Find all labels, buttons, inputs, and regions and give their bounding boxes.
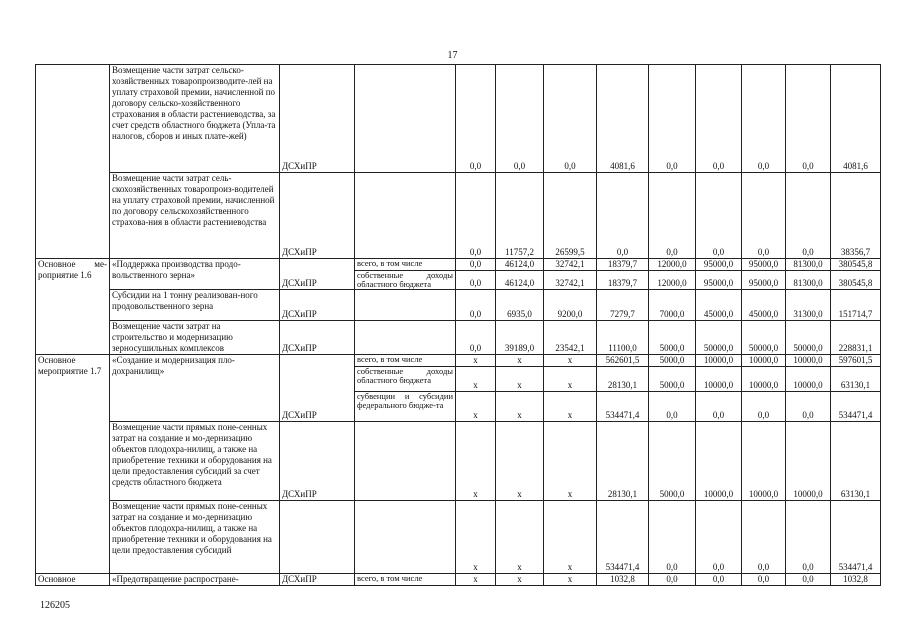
executor-cell: ДСХиПР	[280, 290, 355, 321]
value-cell: 0,0	[786, 173, 831, 259]
value-cell: 38356,7	[831, 173, 881, 259]
source-cell	[355, 65, 456, 173]
value-cell: 81300,0	[786, 259, 831, 271]
value-cell: 7279,7	[597, 290, 649, 321]
source-cell	[355, 422, 456, 501]
value-cell: 0,0	[496, 65, 544, 173]
table-row	[36, 422, 881, 501]
measure-description: Возмещение части затрат сельско-хозяйственных товаропроизводите-лей на уплату страховой премии, начисленной по договору сельско-хозяйственного страхования в области растениеводства, за счет средств областного бюджета (Упла-та налогов, сборов и иных плате-жей)	[110, 65, 280, 173]
source-cell	[355, 173, 456, 259]
value-cell: х	[456, 422, 496, 501]
value-cell: 32742,1	[544, 271, 597, 290]
measure-description: «Создание и модернизация пло-дохранилищ»	[110, 355, 280, 422]
budget-table	[35, 64, 881, 586]
footer-code: 126205	[40, 600, 70, 611]
measure-description: «Поддержка производства продо-вольственного зерна»	[110, 259, 280, 290]
value-cell: х	[456, 367, 496, 392]
value-cell: 380545,8	[831, 271, 881, 290]
value-cell: х	[544, 574, 597, 586]
measure-description: Возмещение части прямых поне-сенных затрат на создание и мо-дернизацию объектов плодохра-нилищ, а также на приобретение техники и оборудования на цели предоставления субсидий	[110, 501, 280, 574]
value-cell: 5000,0	[649, 355, 696, 367]
value-cell: 81300,0	[786, 271, 831, 290]
value-cell: 0,0	[696, 501, 742, 574]
value-cell: 597601,5	[831, 355, 881, 367]
executor-cell: ДСХиПР	[280, 355, 355, 422]
value-cell: х	[496, 367, 544, 392]
value-cell: 0,0	[456, 321, 496, 355]
executor-cell: ДСХиПР	[280, 173, 355, 259]
value-cell: 9200,0	[544, 290, 597, 321]
value-cell: х	[544, 422, 597, 501]
value-cell: х	[456, 392, 496, 422]
table-row	[36, 259, 881, 271]
value-cell: 50000,0	[742, 321, 786, 355]
value-cell: 10000,0	[742, 422, 786, 501]
source-cell	[355, 290, 456, 321]
value-cell: 63130,1	[831, 422, 881, 501]
value-cell: 32742,1	[544, 259, 597, 271]
executor-cell: ДСХиПР	[280, 422, 355, 501]
value-cell: 12000,0	[649, 259, 696, 271]
source-cell: собственные доходы областного бюджета	[355, 367, 456, 392]
value-cell: х	[496, 501, 544, 574]
measure-description: «Предотвращение распростране-	[110, 574, 280, 586]
executor-cell: ДСХиПР	[280, 259, 355, 290]
value-cell: 0,0	[649, 574, 696, 586]
value-cell: 26599,5	[544, 173, 597, 259]
value-cell: 5000,0	[649, 422, 696, 501]
value-cell: 0,0	[456, 259, 496, 271]
value-cell: 562601,5	[597, 355, 649, 367]
value-cell: 534471,4	[597, 392, 649, 422]
value-cell: 0,0	[696, 173, 742, 259]
value-cell: 0,0	[742, 392, 786, 422]
value-cell: 23542,1	[544, 321, 597, 355]
value-cell: 12000,0	[649, 271, 696, 290]
value-cell: 50000,0	[696, 321, 742, 355]
executor-cell: ДСХиПР	[280, 65, 355, 173]
value-cell: 10000,0	[696, 355, 742, 367]
value-cell: 39189,0	[496, 321, 544, 355]
value-cell: х	[496, 574, 544, 586]
value-cell: 46124,0	[496, 271, 544, 290]
value-cell: 534471,4	[597, 501, 649, 574]
value-cell: 10000,0	[786, 367, 831, 392]
source-cell: всего, в том числе	[355, 259, 456, 271]
table-row	[36, 173, 881, 259]
value-cell: 0,0	[456, 173, 496, 259]
value-cell: х	[544, 355, 597, 367]
value-cell: х	[496, 355, 544, 367]
value-cell: 0,0	[786, 65, 831, 173]
value-cell: 45000,0	[742, 290, 786, 321]
value-cell: 0,0	[696, 574, 742, 586]
value-cell: 0,0	[742, 173, 786, 259]
value-cell: 0,0	[456, 65, 496, 173]
value-cell: 0,0	[742, 65, 786, 173]
value-cell: 1032,8	[597, 574, 649, 586]
value-cell: 0,0	[786, 501, 831, 574]
value-cell: 63130,1	[831, 367, 881, 392]
value-cell: 0,0	[742, 501, 786, 574]
value-cell: 5000,0	[649, 321, 696, 355]
value-cell: 10000,0	[786, 355, 831, 367]
value-cell: 28130,1	[597, 367, 649, 392]
program-cell: Основное мероприятие 1.7	[36, 355, 110, 574]
value-cell: 228831,1	[831, 321, 881, 355]
value-cell: 0,0	[649, 65, 696, 173]
value-cell: 10000,0	[786, 422, 831, 501]
value-cell: 7000,0	[649, 290, 696, 321]
value-cell: 534471,4	[831, 501, 881, 574]
value-cell: 0,0	[456, 290, 496, 321]
value-cell: 18379,7	[597, 259, 649, 271]
value-cell: 50000,0	[786, 321, 831, 355]
value-cell: 31300,0	[786, 290, 831, 321]
value-cell: 18379,7	[597, 271, 649, 290]
value-cell: 10000,0	[742, 367, 786, 392]
value-cell: х	[496, 422, 544, 501]
value-cell: х	[544, 501, 597, 574]
value-cell: 380545,8	[831, 259, 881, 271]
value-cell: 10000,0	[696, 422, 742, 501]
value-cell: 10000,0	[696, 367, 742, 392]
measure-description: Возмещение части затрат сель-скохозяйственных товаропроиз-водителей на уплату страховой премии, начисленной по договору сельскохозяйственного страхова-ния в области растениеводства	[110, 173, 280, 259]
executor-cell: ДСХиПР	[280, 574, 355, 586]
table-row	[36, 321, 881, 355]
value-cell: 0,0	[456, 271, 496, 290]
source-cell	[355, 321, 456, 355]
value-cell: 95000,0	[742, 271, 786, 290]
value-cell: 95000,0	[742, 259, 786, 271]
value-cell: 4081,6	[831, 65, 881, 173]
value-cell: 6935,0	[496, 290, 544, 321]
value-cell: 0,0	[597, 173, 649, 259]
page-number: 17	[447, 50, 458, 61]
table-row	[36, 501, 881, 574]
value-cell: 4081,6	[597, 65, 649, 173]
value-cell: 0,0	[786, 392, 831, 422]
value-cell: 0,0	[544, 65, 597, 173]
value-cell: 0,0	[649, 392, 696, 422]
source-cell: всего, в том числе	[355, 574, 456, 586]
measure-description: Возмещение части затрат на строительство и модернизацию зерносушильных комплексов	[110, 321, 280, 355]
value-cell: х	[544, 367, 597, 392]
table-row	[36, 355, 881, 367]
table-row	[36, 290, 881, 321]
value-cell: 0,0	[696, 392, 742, 422]
value-cell: 95000,0	[696, 271, 742, 290]
source-cell: всего, в том числе	[355, 355, 456, 367]
program-cell	[36, 65, 110, 259]
source-cell: собственные доходы областного бюджета	[355, 271, 456, 290]
value-cell: 1032,8	[831, 574, 881, 586]
executor-cell	[280, 501, 355, 574]
value-cell: х	[456, 501, 496, 574]
value-cell: 11100,0	[597, 321, 649, 355]
value-cell: 11757,2	[496, 173, 544, 259]
program-cell: Основное ме-роприятие 1.6	[36, 259, 110, 355]
value-cell: 0,0	[649, 173, 696, 259]
value-cell: 45000,0	[696, 290, 742, 321]
value-cell: 0,0	[649, 501, 696, 574]
value-cell: 0,0	[696, 65, 742, 173]
table-row	[36, 574, 881, 586]
value-cell: 10000,0	[742, 355, 786, 367]
measure-description: Возмещение части прямых поне-сенных затрат на создание и мо-дернизацию объектов плодохра-нилищ, а также на приобретение техники и оборудования на цели предоставления субсидий за счет средств областного бюджета	[110, 422, 280, 501]
value-cell: 151714,7	[831, 290, 881, 321]
value-cell: х	[496, 392, 544, 422]
value-cell: 46124,0	[496, 259, 544, 271]
source-cell	[355, 501, 456, 574]
measure-description: Субсидии на 1 тонну реализован-ного продовольственного зерна	[110, 290, 280, 321]
executor-cell: ДСХиПР	[280, 321, 355, 355]
value-cell: х	[456, 355, 496, 367]
value-cell: 0,0	[786, 574, 831, 586]
value-cell: 28130,1	[597, 422, 649, 501]
table-row	[36, 65, 881, 173]
value-cell: 534471,4	[831, 392, 881, 422]
program-cell: Основное	[36, 574, 110, 586]
value-cell: 95000,0	[696, 259, 742, 271]
value-cell: х	[456, 574, 496, 586]
source-cell: субвенции и субсидии федерального бюдже-та	[355, 392, 456, 422]
value-cell: 0,0	[742, 574, 786, 586]
value-cell: 5000,0	[649, 367, 696, 392]
value-cell: х	[544, 392, 597, 422]
